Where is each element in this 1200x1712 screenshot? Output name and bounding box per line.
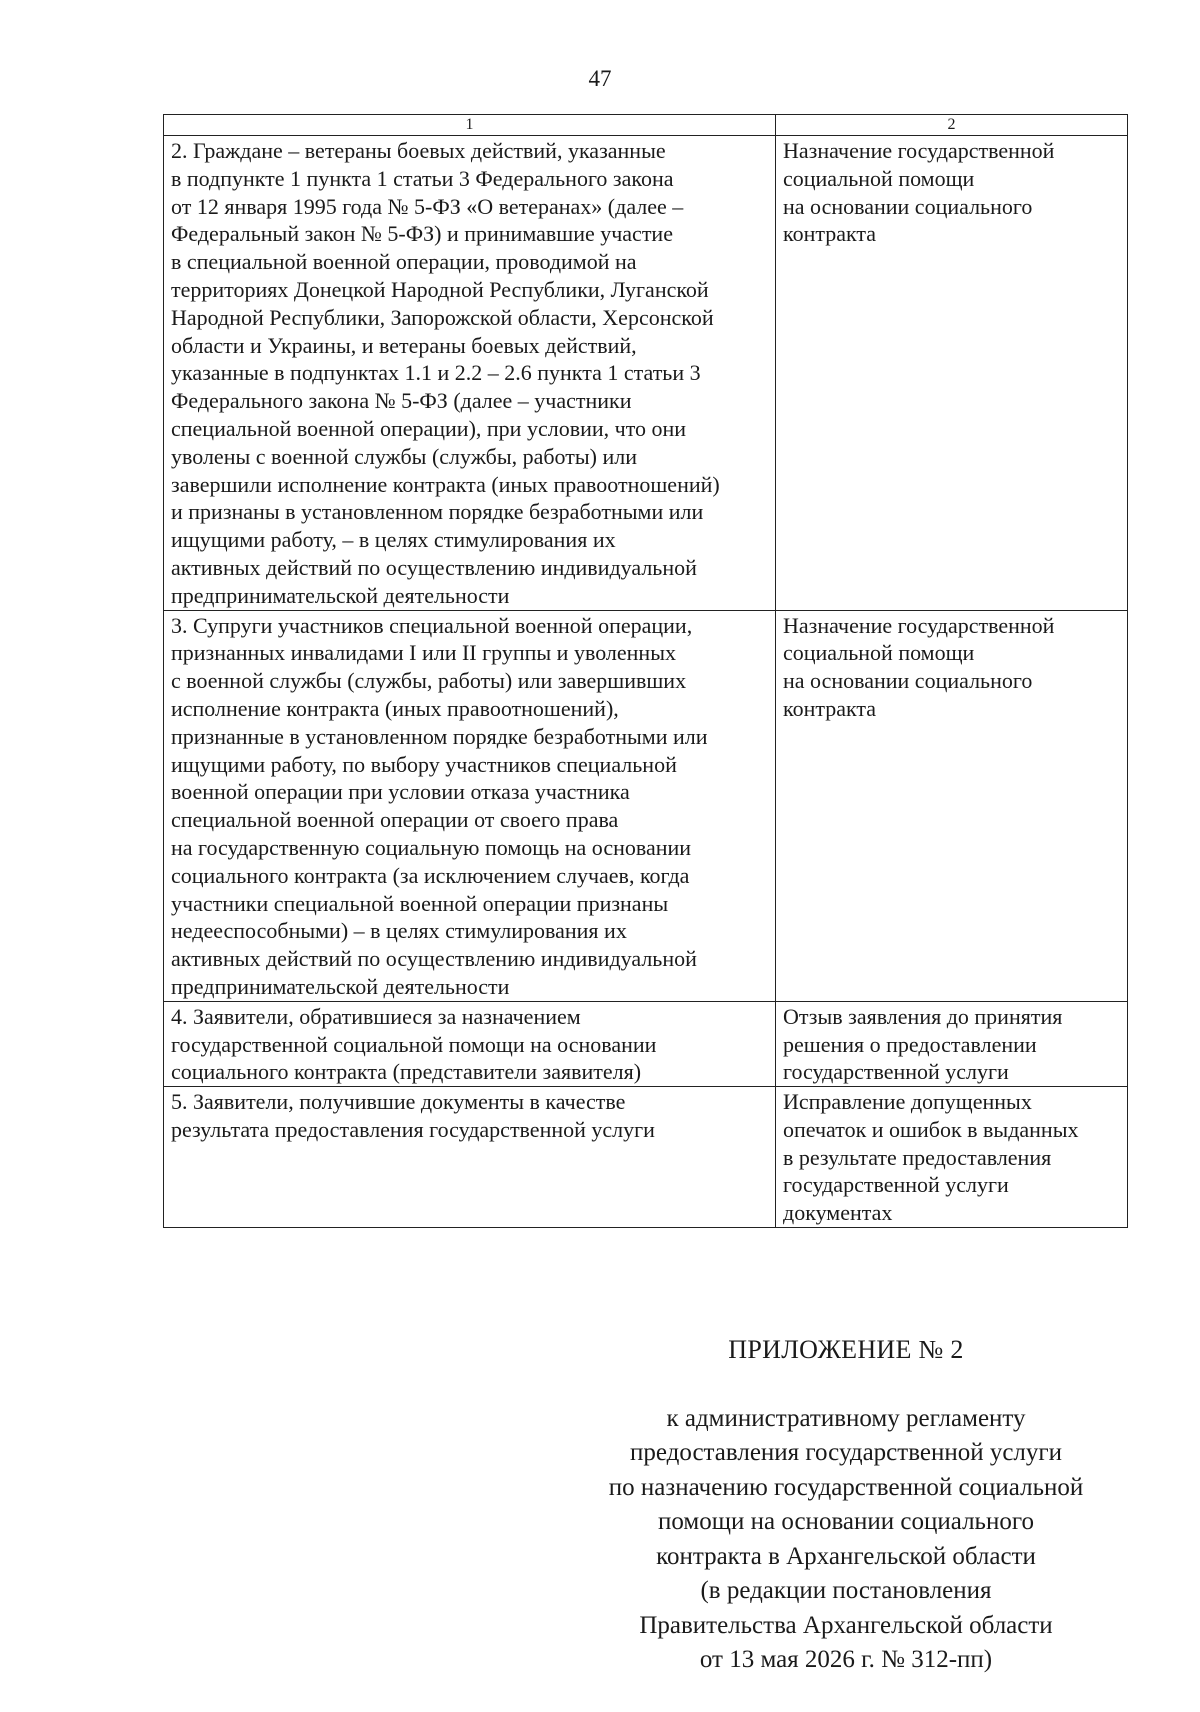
- page-number: 47: [588, 66, 612, 91]
- appendix-title: ПРИЛОЖЕНИЕ № 2: [728, 1334, 964, 1364]
- table-row: [164, 136, 1128, 611]
- service-variant-cell: Назначение государственной социальной помощи на основании социального контракта: [776, 136, 1128, 611]
- applicant-category-cell: 5. Заявители, получившие документы в качестве результата предоставления государственной услуги: [164, 1087, 776, 1228]
- column-header-1: 1: [164, 115, 776, 136]
- appendix-block: [555, 1298, 1137, 1712]
- table-header-row: [164, 115, 1128, 136]
- applicant-category-cell: 4. Заявители, обратившиеся за назначением государственной социальной помощи на основании социального контракта (представители заявителя): [164, 1001, 776, 1086]
- table-row: [164, 1087, 1128, 1228]
- applicant-category-cell: 2. Граждане – ветераны боевых действий, указанные в подпункте 1 пункта 1 статьи 3 Федерального закона от 12 января 1995 года № 5-ФЗ «О ветеранах» (далее – Федеральный закон № 5-ФЗ) и принимавшие участие в специальной военной операции, проводимой на территориях Донецкой Народной Республики, Луганской Народной Республики, Запорожской области, Херсонской области и Украины, и ветераны боевых действий, указанные в подпунктах 1.1 и 2.2 – 2.6 пункта 1 статьи 3 Федерального закона № 5-ФЗ (далее – участники специальной военной операции), при условии, что они уволены с военной службы (службы, работы) или завершили исполнение контракта (иных правоотношений) и признаны в установленном порядке безработными или ищущими работу, – в целях стимулирования их активных действий по осуществлению индивидуальной предпринимательской деятельности: [164, 136, 776, 611]
- service-variant-cell: Назначение государственной социальной помощи на основании социального контракта: [776, 610, 1128, 1001]
- table-row: [164, 610, 1128, 1001]
- appendix-body: к административному регламенту предоставления государственной услуги по назначению государственной социальной помощи на основании социального контракта в Архангельской области (в редакции постановления Правительства Архангельской области от 13 мая 2026 г. № 312-пп): [608, 1404, 1084, 1673]
- services-table: [163, 114, 1128, 1228]
- service-variant-cell: Отзыв заявления до принятия решения о предоставлении государственной услуги: [776, 1001, 1128, 1086]
- service-variant-cell: Исправление допущенных опечаток и ошибок в выданных в результате предоставления государственной услуги документах: [776, 1087, 1128, 1228]
- table-row: [164, 1001, 1128, 1086]
- column-header-2: 2: [776, 115, 1128, 136]
- applicant-category-cell: 3. Супруги участников специальной военной операции, признанных инвалидами I или II группы и уволенных с военной службы (службы, работы) или завершивших исполнение контракта (иных правоотношений), признанные в установленном порядке безработными или ищущими работу, по выбору участников специальной военной операции при условии отказа участника специальной военной операции от своего права на государственную социальную помощь на основании социального контракта (за исключением случаев, когда участники специальной военной операции признаны недееспособными) – в целях стимулирования их активных действий по осуществлению индивидуальной предпринимательской деятельности: [164, 610, 776, 1001]
